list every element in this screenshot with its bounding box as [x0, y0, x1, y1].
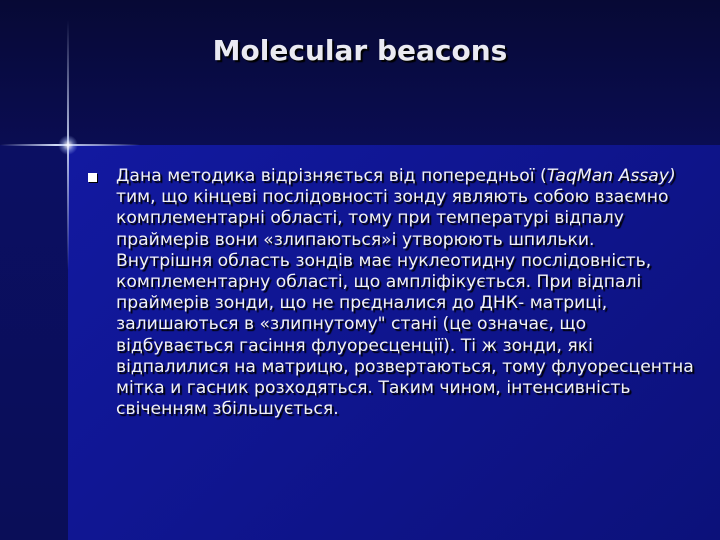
bullet-text-italic: TaqMan Assay) — [546, 166, 676, 186]
bullet-item — [88, 166, 698, 420]
light-flare-icon — [58, 135, 78, 155]
bullet-text — [116, 166, 696, 420]
square-bullet-icon — [88, 173, 97, 182]
header-band — [0, 0, 720, 145]
bullet-text-part1: Дана методика відрізняється від попередньої ( — [116, 166, 547, 186]
left-band — [0, 145, 68, 540]
slide-title: Molecular beacons — [212, 34, 508, 67]
bullet-text-part2: тим, що кінцеві послідовності зонду являють собою взаємно комплементарні області, тому при температурі відпалу праймерів вони «злипаються»і утворюють шпильки. Внутрішня область зондів має нуклеотидну послідовність, комплементарну області, що ампліфікується. При відпалі праймерів зонди, що не прєдналися до ДНК- матриці, залишаються в «злипнутому" стані (це означає, що відбувається гасіння флуоресценції). Ті ж зонди, які відпалилися на матрицю, розвертаються, тому флуоресцентна мітка и гасник розходяться. Таким чином, інтенсивність свіченням збільшується. — [116, 187, 694, 420]
